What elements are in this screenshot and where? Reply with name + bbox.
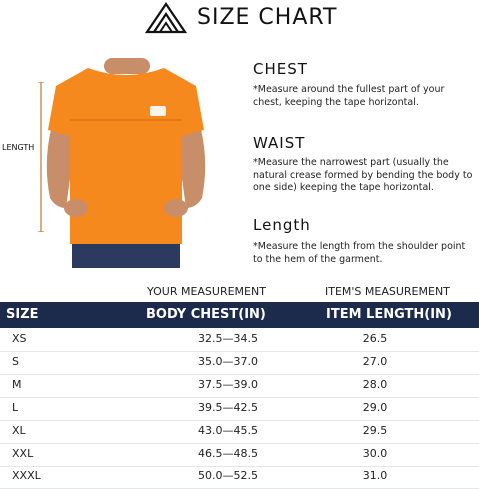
header-item-length: ITEM LENGTH(IN) [326,307,452,322]
length-title: Length [253,216,311,234]
length-cell: 29.0 [362,401,388,414]
length-cell: 28.0 [362,378,388,391]
table-row [0,374,479,398]
page-title: SIZE CHART [197,5,338,30]
size-cell: XXXL [12,469,41,482]
items-measurement-label: ITEM'S MEASUREMENT [325,285,450,298]
chest-cell: 37.5—39.0 [198,378,258,391]
size-cell: XXL [12,447,34,460]
your-measurement-label: YOUR MEASUREMENT [147,285,266,298]
table-row [0,465,479,489]
header [0,0,479,40]
size-cell: XS [12,332,27,345]
length-arrow [38,82,44,232]
table-row [0,420,479,444]
size-cell: S [12,355,19,368]
header-body-chest: BODY CHEST(IN) [146,307,266,322]
length-label: LENGTH [2,143,35,152]
length-cell: 26.5 [362,332,388,345]
chest-cell: 46.5—48.5 [198,447,258,460]
chest-cell: 32.5—34.5 [198,332,258,345]
chest-cell: 50.0—52.5 [198,469,258,482]
table-row [0,351,479,375]
chest-desc: *Measure around the fullest part of your chest, keeping the tape horizontal. [253,84,445,108]
chest-cell: 39.5—42.5 [198,401,258,414]
chest-cell: 35.0—37.0 [198,355,258,368]
mountain-logo-icon [145,2,187,34]
length-cell: 29.5 [362,424,388,437]
chest-cell: 43.0—45.5 [198,424,258,437]
table-header [0,302,479,328]
table-row [0,443,479,467]
size-cell: L [12,401,19,414]
size-cell: M [12,378,22,391]
length-cell: 27.0 [362,355,388,368]
waist-desc: *Measure the narrowest part (usually the natural crease formed by bending the body to one side) keeping the tape horizontal. [253,157,473,193]
length-cell: 31.0 [362,469,388,482]
waist-title: WAIST [253,134,306,152]
chest-title: CHEST [253,60,308,78]
size-cell: XL [12,424,26,437]
model-image [36,58,216,268]
table-row [0,328,479,352]
length-desc: *Measure the length from the shoulder point to the hem of the garment. [253,241,466,265]
table-row [0,397,479,421]
header-size: SIZE [6,307,39,322]
length-cell: 30.0 [362,447,388,460]
